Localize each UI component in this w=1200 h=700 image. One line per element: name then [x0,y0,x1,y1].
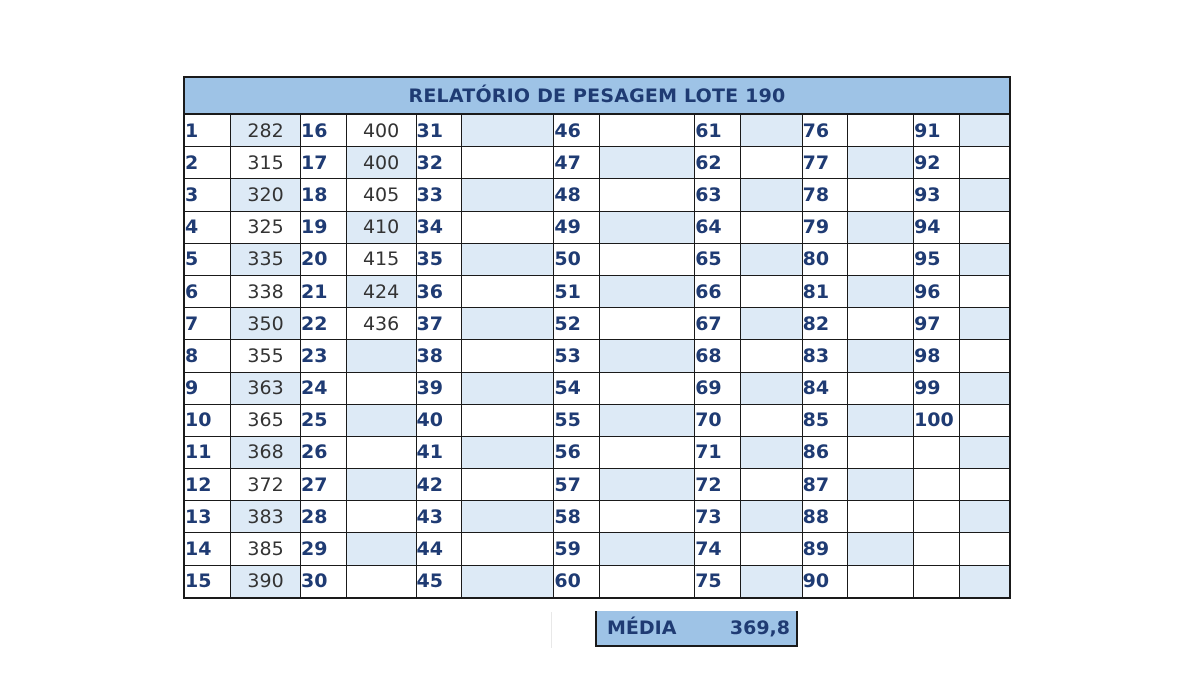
weight-cell [848,340,914,372]
item-number-cell: 76 [802,115,848,147]
item-number-cell: 59 [554,533,600,565]
item-number-cell: 58 [554,501,600,533]
weight-cell: 365 [231,404,301,436]
item-number-cell: 54 [554,372,600,404]
item-number-cell: 53 [554,340,600,372]
weight-cell [599,308,694,340]
weight-cell [462,501,554,533]
weight-cell [959,179,1009,211]
item-number-cell: 37 [416,308,462,340]
weight-cell [848,533,914,565]
weight-cell [462,275,554,307]
sheet-gridline [551,612,552,648]
item-number-cell: 31 [416,115,462,147]
item-number-cell: 56 [554,436,600,468]
item-number-cell: 40 [416,404,462,436]
weight-cell [848,436,914,468]
item-number-cell: 28 [301,501,347,533]
table-row [185,179,1009,211]
item-number-cell: 48 [554,179,600,211]
item-number-cell: 62 [695,147,741,179]
item-number-cell: 5 [185,243,231,275]
weight-cell: 390 [231,565,301,597]
weight-cell [959,533,1009,565]
item-number-cell: 89 [802,533,848,565]
weight-cell [346,372,416,404]
weight-cell [740,372,802,404]
weight-cell [599,501,694,533]
weight-cell [346,501,416,533]
item-number-cell: 27 [301,469,347,501]
weight-cell: 400 [346,115,416,147]
weight-cell: 363 [231,372,301,404]
weight-cell [740,115,802,147]
item-number-cell: 15 [185,565,231,597]
weight-cell [346,565,416,597]
weight-cell [599,179,694,211]
weight-cell [462,308,554,340]
item-number-cell: 52 [554,308,600,340]
item-number-cell: 3 [185,179,231,211]
weight-cell: 315 [231,147,301,179]
weight-cell [848,115,914,147]
item-number-cell: 75 [695,565,741,597]
weight-cell [740,179,802,211]
weight-cell [740,404,802,436]
weight-cell [848,501,914,533]
weight-cell [959,436,1009,468]
weight-cell: 410 [346,211,416,243]
item-number-cell: 60 [554,565,600,597]
item-number-cell: 81 [802,275,848,307]
item-number-cell: 90 [802,565,848,597]
weight-cell [599,533,694,565]
weight-cell: 335 [231,243,301,275]
item-number-cell: 12 [185,469,231,501]
report-title: RELATÓRIO DE PESAGEM LOTE 190 [185,78,1009,115]
weight-cell [346,436,416,468]
weight-cell: 325 [231,211,301,243]
weight-cell [740,533,802,565]
item-number-cell: 14 [185,533,231,565]
weight-cell [599,372,694,404]
item-number-cell: 30 [301,565,347,597]
weight-cell [462,436,554,468]
average-value: 369,8 [729,617,790,639]
weight-cell [462,115,554,147]
item-number-cell: 69 [695,372,741,404]
item-number-cell: 41 [416,436,462,468]
item-number-cell: 84 [802,372,848,404]
item-number-cell: 23 [301,340,347,372]
weight-cell [462,211,554,243]
item-number-cell: 7 [185,308,231,340]
weight-cell [740,211,802,243]
item-number-cell: 19 [301,211,347,243]
table-row [185,436,1009,468]
table-row [185,243,1009,275]
weight-cell [959,308,1009,340]
weight-cell [599,243,694,275]
item-number-cell: 22 [301,308,347,340]
item-number-cell: 42 [416,469,462,501]
weight-cell: 368 [231,436,301,468]
weight-cell [346,533,416,565]
item-number-cell [914,565,960,597]
item-number-cell: 49 [554,211,600,243]
item-number-cell: 93 [914,179,960,211]
item-number-cell: 61 [695,115,741,147]
weight-cell [462,340,554,372]
weights-grid [185,115,1009,597]
item-number-cell: 46 [554,115,600,147]
weight-cell: 405 [346,179,416,211]
item-number-cell: 16 [301,115,347,147]
item-number-cell: 73 [695,501,741,533]
item-number-cell: 85 [802,404,848,436]
item-number-cell: 100 [914,404,960,436]
table-row [185,340,1009,372]
item-number-cell: 51 [554,275,600,307]
weight-cell [959,147,1009,179]
weight-cell [462,565,554,597]
item-number-cell: 45 [416,565,462,597]
item-number-cell: 18 [301,179,347,211]
table-row [185,147,1009,179]
weight-cell [346,340,416,372]
item-number-cell: 55 [554,404,600,436]
weight-cell [848,404,914,436]
item-number-cell: 21 [301,275,347,307]
weight-cell [740,308,802,340]
item-number-cell: 80 [802,243,848,275]
item-number-cell: 88 [802,501,848,533]
weight-cell [462,533,554,565]
item-number-cell: 65 [695,243,741,275]
weight-cell: 320 [231,179,301,211]
weight-cell: 350 [231,308,301,340]
weight-cell [599,404,694,436]
item-number-cell: 82 [802,308,848,340]
item-number-cell: 33 [416,179,462,211]
item-number-cell [914,469,960,501]
item-number-cell: 64 [695,211,741,243]
weight-cell [848,211,914,243]
weight-cell [462,147,554,179]
weight-cell [599,211,694,243]
item-number-cell: 38 [416,340,462,372]
item-number-cell: 34 [416,211,462,243]
weight-cell [959,565,1009,597]
item-number-cell: 71 [695,436,741,468]
item-number-cell: 10 [185,404,231,436]
weight-cell [959,275,1009,307]
weight-cell [848,469,914,501]
item-number-cell: 11 [185,436,231,468]
item-number-cell: 29 [301,533,347,565]
item-number-cell: 99 [914,372,960,404]
item-number-cell: 39 [416,372,462,404]
item-number-cell: 9 [185,372,231,404]
table-row [185,275,1009,307]
item-number-cell: 66 [695,275,741,307]
item-number-cell: 17 [301,147,347,179]
weight-cell [740,243,802,275]
table-row [185,469,1009,501]
weight-cell [848,147,914,179]
table-row [185,501,1009,533]
weight-cell [599,340,694,372]
weight-cell [740,275,802,307]
weight-cell [959,469,1009,501]
weight-cell [346,404,416,436]
weight-cell: 436 [346,308,416,340]
average-label: MÉDIA [607,617,677,639]
weight-cell [959,501,1009,533]
item-number-cell: 83 [802,340,848,372]
item-number-cell: 96 [914,275,960,307]
item-number-cell: 74 [695,533,741,565]
item-number-cell: 68 [695,340,741,372]
item-number-cell: 98 [914,340,960,372]
weight-cell [848,565,914,597]
weight-cell [599,147,694,179]
weight-cell [462,469,554,501]
weight-cell [959,404,1009,436]
table-row [185,404,1009,436]
item-number-cell: 97 [914,308,960,340]
item-number-cell: 35 [416,243,462,275]
item-number-cell: 63 [695,179,741,211]
item-number-cell: 36 [416,275,462,307]
weight-cell [740,436,802,468]
item-number-cell [914,436,960,468]
item-number-cell: 8 [185,340,231,372]
weight-cell [599,115,694,147]
weight-cell [740,340,802,372]
weight-cell [599,469,694,501]
weight-cell: 383 [231,501,301,533]
weight-cell [848,179,914,211]
item-number-cell: 43 [416,501,462,533]
item-number-cell: 32 [416,147,462,179]
weight-cell [599,436,694,468]
table-row [185,308,1009,340]
weight-cell [848,308,914,340]
table-row [185,115,1009,147]
item-number-cell: 78 [802,179,848,211]
item-number-cell: 86 [802,436,848,468]
weight-cell [959,115,1009,147]
weight-cell [848,372,914,404]
item-number-cell: 24 [301,372,347,404]
weight-cell [462,179,554,211]
weight-cell [462,243,554,275]
table-row [185,211,1009,243]
weight-cell [740,469,802,501]
item-number-cell [914,533,960,565]
average-box [595,611,798,647]
weight-cell [959,211,1009,243]
item-number-cell: 95 [914,243,960,275]
item-number-cell: 77 [802,147,848,179]
item-number-cell: 2 [185,147,231,179]
table-row [185,565,1009,597]
weight-cell: 415 [346,243,416,275]
weight-cell [740,565,802,597]
weight-cell: 282 [231,115,301,147]
item-number-cell: 47 [554,147,600,179]
weight-cell [462,404,554,436]
weight-cell [599,275,694,307]
weight-cell [462,372,554,404]
item-number-cell: 20 [301,243,347,275]
item-number-cell: 44 [416,533,462,565]
item-number-cell: 26 [301,436,347,468]
weight-cell: 400 [346,147,416,179]
item-number-cell: 70 [695,404,741,436]
item-number-cell: 4 [185,211,231,243]
weight-cell [740,501,802,533]
item-number-cell: 72 [695,469,741,501]
item-number-cell: 94 [914,211,960,243]
weight-cell: 355 [231,340,301,372]
weight-cell [848,275,914,307]
weight-cell [959,372,1009,404]
item-number-cell: 79 [802,211,848,243]
weight-cell [848,243,914,275]
item-number-cell: 91 [914,115,960,147]
weight-cell: 424 [346,275,416,307]
weight-cell: 372 [231,469,301,501]
item-number-cell: 87 [802,469,848,501]
item-number-cell [914,501,960,533]
weight-cell: 385 [231,533,301,565]
item-number-cell: 13 [185,501,231,533]
weight-cell [959,243,1009,275]
item-number-cell: 67 [695,308,741,340]
item-number-cell: 1 [185,115,231,147]
item-number-cell: 6 [185,275,231,307]
item-number-cell: 25 [301,404,347,436]
weight-cell [959,340,1009,372]
table-row [185,533,1009,565]
weight-cell [346,469,416,501]
table-row [185,372,1009,404]
weight-cell [740,147,802,179]
item-number-cell: 50 [554,243,600,275]
weighing-report-table [183,76,1011,599]
weight-cell [599,565,694,597]
weight-cell: 338 [231,275,301,307]
item-number-cell: 57 [554,469,600,501]
item-number-cell: 92 [914,147,960,179]
